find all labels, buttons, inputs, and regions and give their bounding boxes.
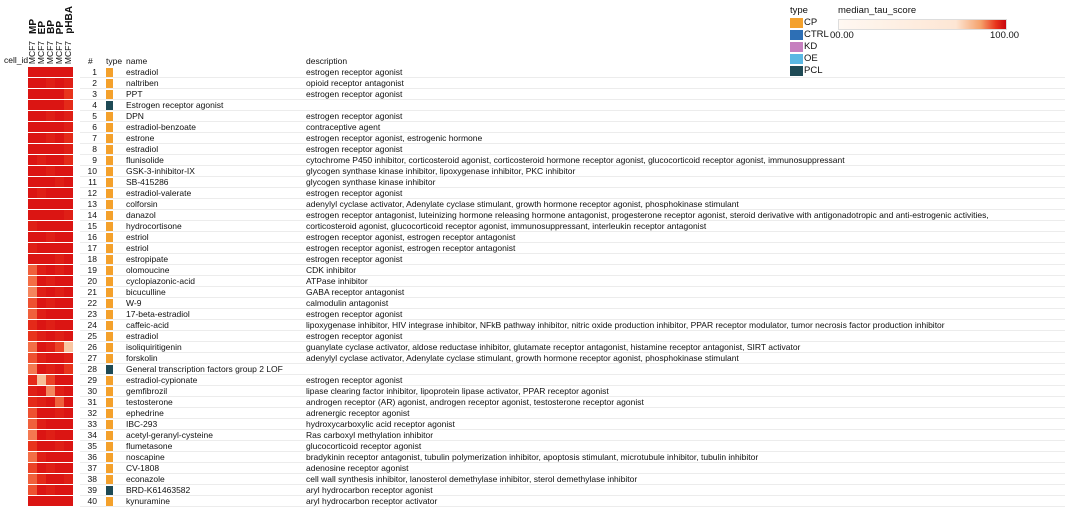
type-legend-swatch [790, 18, 803, 28]
row-description: contraceptive agent [306, 122, 381, 132]
table-row [0, 67, 1065, 78]
row-number: 27 [87, 353, 97, 363]
row-number: 6 [92, 122, 97, 132]
column-header [64, 8, 73, 64]
row-number: 10 [87, 166, 97, 176]
column-perturbation-label: pHBA [64, 6, 75, 34]
score-legend-title: median_tau_score [838, 5, 917, 16]
column-cell-line-label: MCF7 [27, 40, 37, 64]
row-number: 26 [87, 342, 97, 352]
row-description: estrogen receptor agonist [306, 331, 403, 341]
row-name: noscapine [126, 452, 165, 462]
row-name: kynuramine [126, 496, 170, 506]
row-name: PPT [126, 89, 143, 99]
row-description: glycogen synthase kinase inhibitor, lipoxygenase inhibitor, PKC inhibitor [306, 166, 576, 176]
row-name: CV-1808 [126, 463, 160, 473]
row-description: adenylyl cyclase activator, Adenylate cyclase stimulant, growth hormone receptor agonist, phosphokinase stimulant [306, 353, 739, 363]
row-description: lipoxygenase inhibitor, HIV integrase inhibitor, NFkB pathway inhibitor, nitric oxide production inhibitor, PPAR receptor modulator, tumor necrosis factor production inhibitor [306, 320, 945, 330]
table-row [0, 419, 1065, 430]
type-legend-label: CP [804, 17, 818, 28]
row-description: CDK inhibitor [306, 265, 357, 275]
row-description: lipase clearing factor inhibitor, lipoprotein lipase activator, PPAR receptor agonist [306, 386, 609, 396]
row-description: estrogen receptor agonist [306, 254, 403, 264]
row-number: 4 [92, 100, 97, 110]
row-description: Ras carboxyl methylation inhibitor [306, 430, 434, 440]
table-row [0, 496, 1065, 507]
table-row [0, 166, 1065, 177]
row-description: estrogen receptor agonist, estrogen receptor antagonist [306, 232, 516, 242]
table-row [0, 364, 1065, 375]
table-row [0, 342, 1065, 353]
row-name: acetyl-geranyl-cysteine [126, 430, 213, 440]
type-legend-swatch [790, 54, 803, 64]
row-description: estrogen receptor agonist [306, 309, 403, 319]
row-number: 37 [87, 463, 97, 473]
table-row [0, 309, 1065, 320]
row-name: estradiol-cypionate [126, 375, 198, 385]
row-description: estrogen receptor agonist [306, 375, 403, 385]
score-legend-min: 00.00 [830, 30, 854, 41]
row-description: estrogen receptor agonist, estrogen receptor antagonist [306, 243, 516, 253]
row-number: 36 [87, 452, 97, 462]
row-name: ephedrine [126, 408, 164, 418]
table-row [0, 397, 1065, 408]
table-row [0, 386, 1065, 397]
table-row [0, 265, 1065, 276]
row-name: estriol [126, 232, 149, 242]
table-row [0, 320, 1065, 331]
row-name: testosterone [126, 397, 173, 407]
header-description: description [306, 56, 348, 66]
row-description: estrogen receptor agonist [306, 144, 403, 154]
row-name: flunisolide [126, 155, 164, 165]
table-row [0, 221, 1065, 232]
row-name: GSK-3-inhibitor-IX [126, 166, 195, 176]
row-name: isoliquiritigenin [126, 342, 182, 352]
cell-id-label: cell_id [4, 55, 29, 65]
row-number: 8 [92, 144, 97, 154]
row-number: 22 [87, 298, 97, 308]
row-number: 2 [92, 78, 97, 88]
table-row [0, 78, 1065, 89]
column-perturbation-label: MP [28, 19, 39, 34]
table-row [0, 232, 1065, 243]
row-number: 33 [87, 419, 97, 429]
type-legend-swatch [790, 30, 803, 40]
row-name: gemfibrozil [126, 386, 168, 396]
type-legend-swatch [790, 42, 803, 52]
row-description: adenosine receptor agonist [306, 463, 409, 473]
row-name: naltriben [126, 78, 159, 88]
row-description: androgen receptor (AR) agonist, androgen receptor agonist, testosterone receptor agonist [306, 397, 644, 407]
table-row [0, 199, 1065, 210]
row-name: estradiol [126, 67, 159, 77]
table-row [0, 144, 1065, 155]
row-description: guanylate cyclase activator, aldose reductase inhibitor, glutamate receptor antagonist, histamine receptor antagonist, SIRT activator [306, 342, 801, 352]
type-legend-title: type [790, 5, 808, 16]
column-perturbation-label: EP [37, 20, 48, 34]
row-name: Estrogen receptor agonist [126, 100, 224, 110]
row-number: 32 [87, 408, 97, 418]
table-row [0, 100, 1065, 111]
row-description: adrenergic receptor agonist [306, 408, 410, 418]
row-number: 34 [87, 430, 97, 440]
type-legend-swatch [790, 66, 803, 76]
row-description: adenylyl cyclase activator, Adenylate cyclase stimulant, growth hormone receptor agonist, phosphokinase stimulant [306, 199, 739, 209]
row-number: 5 [92, 111, 97, 121]
row-number: 35 [87, 441, 97, 451]
table-row [0, 408, 1065, 419]
row-number: 38 [87, 474, 97, 484]
row-name: estradiol [126, 144, 159, 154]
row-number: 7 [92, 133, 97, 143]
row-name: BRD-K61463582 [126, 485, 191, 495]
row-description: hydroxycarboxylic acid receptor agonist [306, 419, 455, 429]
table-row [0, 452, 1065, 463]
row-number: 12 [87, 188, 97, 198]
row-name: estradiol [126, 331, 159, 341]
header-number: # [88, 56, 93, 66]
row-description: estrogen receptor agonist [306, 67, 403, 77]
column-perturbation-label: BP [46, 20, 57, 34]
row-name: estriol [126, 243, 149, 253]
row-description: glucocorticoid receptor agonist [306, 441, 422, 451]
header-name: name [126, 56, 148, 66]
table-row [0, 353, 1065, 364]
row-number: 21 [87, 287, 97, 297]
row-number: 19 [87, 265, 97, 275]
row-description: estrogen receptor agonist [306, 89, 403, 99]
table-row [0, 298, 1065, 309]
table-row [0, 122, 1065, 133]
row-number: 18 [87, 254, 97, 264]
table-row [0, 133, 1065, 144]
row-name: 17-beta-estradiol [126, 309, 190, 319]
row-number: 24 [87, 320, 97, 330]
row-description: cytochrome P450 inhibitor, corticosteroid agonist, corticosteroid hormone receptor agonist, glucocorticoid receptor agonist, immunosuppressant [306, 155, 845, 165]
column-cell-line-label: MCF7 [63, 40, 73, 64]
column-cell-line-label: MCF7 [45, 40, 55, 64]
row-name: W-9 [126, 298, 142, 308]
score-legend [830, 5, 1028, 45]
row-name: estrone [126, 133, 155, 143]
row-number: 1 [92, 67, 97, 77]
row-number: 30 [87, 386, 97, 396]
score-legend-max: 100.00 [990, 30, 1020, 41]
row-number: 40 [87, 496, 97, 506]
table-row [0, 155, 1065, 166]
row-name: caffeic-acid [126, 320, 169, 330]
row-number: 14 [87, 210, 97, 220]
type-legend-label: OE [804, 53, 818, 64]
column-cell-line-label: MCF7 [54, 40, 64, 64]
row-name: danazol [126, 210, 156, 220]
row-number: 20 [87, 276, 97, 286]
table-row [0, 474, 1065, 485]
table-row [0, 188, 1065, 199]
column-perturbation-label: PP [55, 20, 66, 34]
row-name: hydrocortisone [126, 221, 182, 231]
row-number: 13 [87, 199, 97, 209]
row-number: 11 [88, 177, 97, 187]
table-row [0, 254, 1065, 265]
table-row [0, 210, 1065, 221]
row-number: 3 [92, 89, 97, 99]
row-description: glycogen synthase kinase inhibitor [306, 177, 436, 187]
row-description: GABA receptor antagonist [306, 287, 405, 297]
table-row [0, 89, 1065, 100]
row-name: colforsin [126, 199, 158, 209]
row-description: aryl hydrocarbon receptor agonist [306, 485, 433, 495]
table-row [0, 177, 1065, 188]
row-name: IBC-293 [126, 419, 158, 429]
header-type: type [106, 56, 123, 66]
row-description: cell wall synthesis inhibitor, lanosterol demethylase inhibitor, sterol demethylase inhibitor [306, 474, 638, 484]
row-number: 15 [87, 221, 97, 231]
row-description: estrogen receptor agonist, estrogenic hormone [306, 133, 483, 143]
row-number: 39 [87, 485, 97, 495]
table-row [0, 485, 1065, 496]
row-name: econazole [126, 474, 165, 484]
row-name: bicuculline [126, 287, 166, 297]
type-legend-label: CTRL [804, 29, 829, 40]
table-row [0, 111, 1065, 122]
row-description: ATPase inhibitor [306, 276, 368, 286]
row-number: 9 [92, 155, 97, 165]
row-number: 23 [87, 309, 97, 319]
type-legend-label: KD [804, 41, 818, 52]
table-row [0, 276, 1065, 287]
row-description: calmodulin antagonist [306, 298, 389, 308]
table-row [0, 441, 1065, 452]
row-name: forskolin [126, 353, 158, 363]
column-cell-line-label: MCF7 [36, 40, 46, 64]
score-colorbar [838, 19, 1007, 30]
row-number: 31 [87, 397, 97, 407]
table-row [0, 375, 1065, 386]
table-row [0, 463, 1065, 474]
row-name: General transcription factors group 2 LOF [126, 364, 283, 374]
row-number: 25 [87, 331, 97, 341]
row-name: estradiol-valerate [126, 188, 192, 198]
row-number: 29 [87, 375, 97, 385]
row-name: cyclopiazonic-acid [126, 276, 195, 286]
row-name: flumetasone [126, 441, 173, 451]
row-description: estrogen receptor antagonist, luteinizing hormone releasing hormone antagonist, progesterone receptor agonist, steroid derivative with antigonadotropic and anti-estrogenic activities, [306, 210, 989, 220]
row-name: estradiol-benzoate [126, 122, 196, 132]
column-headers [28, 8, 78, 64]
row-description: aryl hydrocarbon receptor activator [306, 496, 438, 506]
row-description: opioid receptor antagonist [306, 78, 404, 88]
row-name: olomoucine [126, 265, 170, 275]
row-description: corticosteroid agonist, glucocorticoid receptor agonist, immunosuppressant, interleukin receptor antagonist [306, 221, 707, 231]
table-row [0, 243, 1065, 254]
row-description: estrogen receptor agonist [306, 188, 403, 198]
row-number: 17 [87, 243, 97, 253]
table-row [0, 430, 1065, 441]
table-row [0, 287, 1065, 298]
row-name: estropipate [126, 254, 169, 264]
row-number: 28 [87, 364, 97, 374]
row-description: estrogen receptor agonist [306, 111, 403, 121]
row-divider [80, 506, 1065, 507]
row-number: 16 [87, 232, 97, 242]
table-row [0, 331, 1065, 342]
type-legend-label: PCL [804, 65, 823, 76]
row-name: DPN [126, 111, 144, 121]
row-name: SB-415286 [126, 177, 169, 187]
row-description: bradykinin receptor antagonist, tubulin polymerization inhibitor, apoptosis stimulant, microtubule inhibitor, tubulin inhibitor [306, 452, 759, 462]
